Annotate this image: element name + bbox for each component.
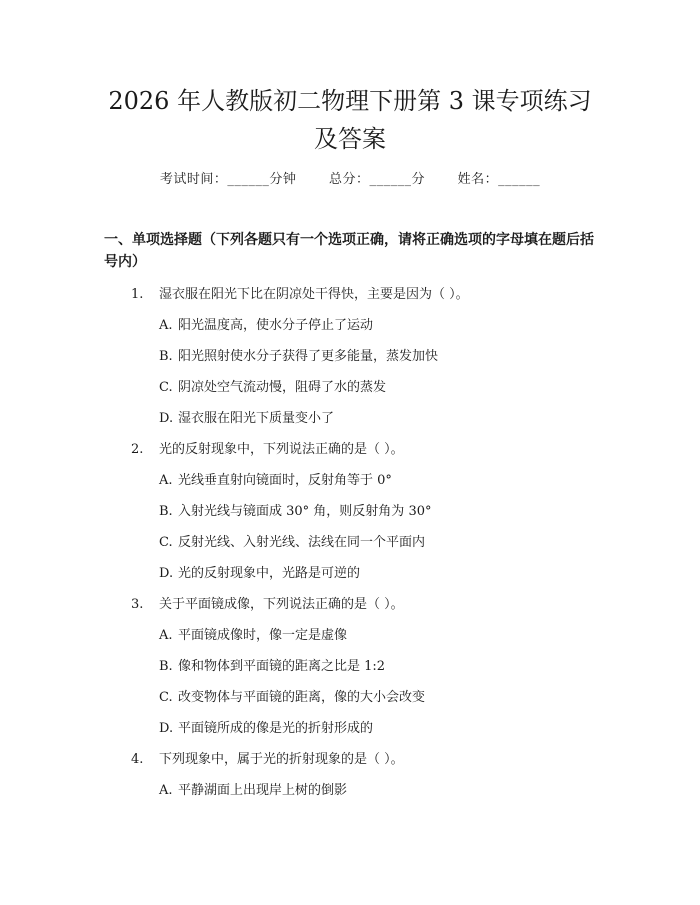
question-2-option-d <box>159 562 360 581</box>
question-3-option-d <box>159 717 373 736</box>
question-4-option-a <box>159 779 347 798</box>
question-text: 关于平面镜成像，下列说法正确的是（ ）。 <box>159 597 404 612</box>
question-text: 光的反射现象中，下列说法正确的是（ ）。 <box>159 442 404 457</box>
option-text: 像和物体到平面镜的距离之比是 1:2 <box>178 659 386 674</box>
question-1-option-b <box>159 345 438 364</box>
question-3-option-a <box>159 624 347 643</box>
option-text: 平静湖面上出现岸上树的倒影 <box>178 783 348 798</box>
question-1-option-a <box>159 314 373 333</box>
exam-time-field: 考试时间：______分钟 <box>159 172 297 187</box>
option-text: 光的反射现象中，光路是可逆的 <box>178 566 361 581</box>
question-number: 3. <box>131 597 144 612</box>
question-number: 4. <box>131 752 144 767</box>
option-label: A. <box>159 783 173 798</box>
option-label: A. <box>159 318 173 333</box>
question-3-option-c <box>159 686 425 705</box>
title-line-2: 及答案 <box>314 125 386 153</box>
question-1 <box>131 283 469 302</box>
question-2 <box>131 438 404 457</box>
option-text: 改变物体与平面镜的距离，像的大小会改变 <box>178 690 426 705</box>
option-label: C. <box>159 380 173 395</box>
question-3-option-b <box>159 655 385 674</box>
option-label: B. <box>159 349 173 364</box>
question-2-option-b <box>159 500 431 519</box>
option-label: C. <box>159 690 173 705</box>
option-label: D. <box>159 566 174 581</box>
question-text: 湿衣服在阳光下比在阴凉处干得快，主要是因为（ ）。 <box>159 287 469 302</box>
student-name-field: 姓名：______ <box>457 172 541 187</box>
question-number: 2. <box>131 442 144 457</box>
exam-info <box>0 168 700 187</box>
question-4 <box>131 748 404 767</box>
question-2-option-a <box>159 469 392 488</box>
option-label: B. <box>159 659 173 674</box>
option-label: A. <box>159 628 173 643</box>
option-text: 平面镜成像时，像一定是虚像 <box>178 628 348 643</box>
option-label: B. <box>159 504 173 519</box>
question-number: 1. <box>131 287 144 302</box>
option-text: 阳光照射使水分子获得了更多能量，蒸发加快 <box>178 349 439 364</box>
option-text: 阳光温度高，使水分子停止了运动 <box>178 318 374 333</box>
option-text: 反射光线、入射光线、法线在同一个平面内 <box>178 535 426 550</box>
option-label: D. <box>159 721 174 736</box>
option-text: 平面镜所成的像是光的折射形成的 <box>178 721 374 736</box>
question-text: 下列现象中，属于光的折射现象的是（ ）。 <box>159 752 404 767</box>
option-label: D. <box>159 411 174 426</box>
option-text: 入射光线与镜面成 30° 角，则反射角为 30° <box>178 504 432 519</box>
option-label: A. <box>159 473 173 488</box>
option-text: 湿衣服在阳光下质量变小了 <box>178 411 335 426</box>
section-heading: 一、单项选择题（下列各题只有一个选项正确，请将正确选项的字母填在题后括号内） <box>104 232 594 270</box>
option-text: 阴凉处空气流动慢，阻碍了水的蒸发 <box>178 380 387 395</box>
question-1-option-d <box>159 407 334 426</box>
option-label: C. <box>159 535 173 550</box>
title-line-1: 2026 年人教版初二物理下册第 3 课专项练习 <box>108 87 592 115</box>
question-1-option-c <box>159 376 386 395</box>
option-text: 光线垂直射向镜面时，反射角等于 0° <box>178 473 392 488</box>
question-3 <box>131 593 404 612</box>
page-title <box>80 82 620 158</box>
question-2-option-c <box>159 531 425 550</box>
total-score-field: 总分：______分 <box>328 172 425 187</box>
